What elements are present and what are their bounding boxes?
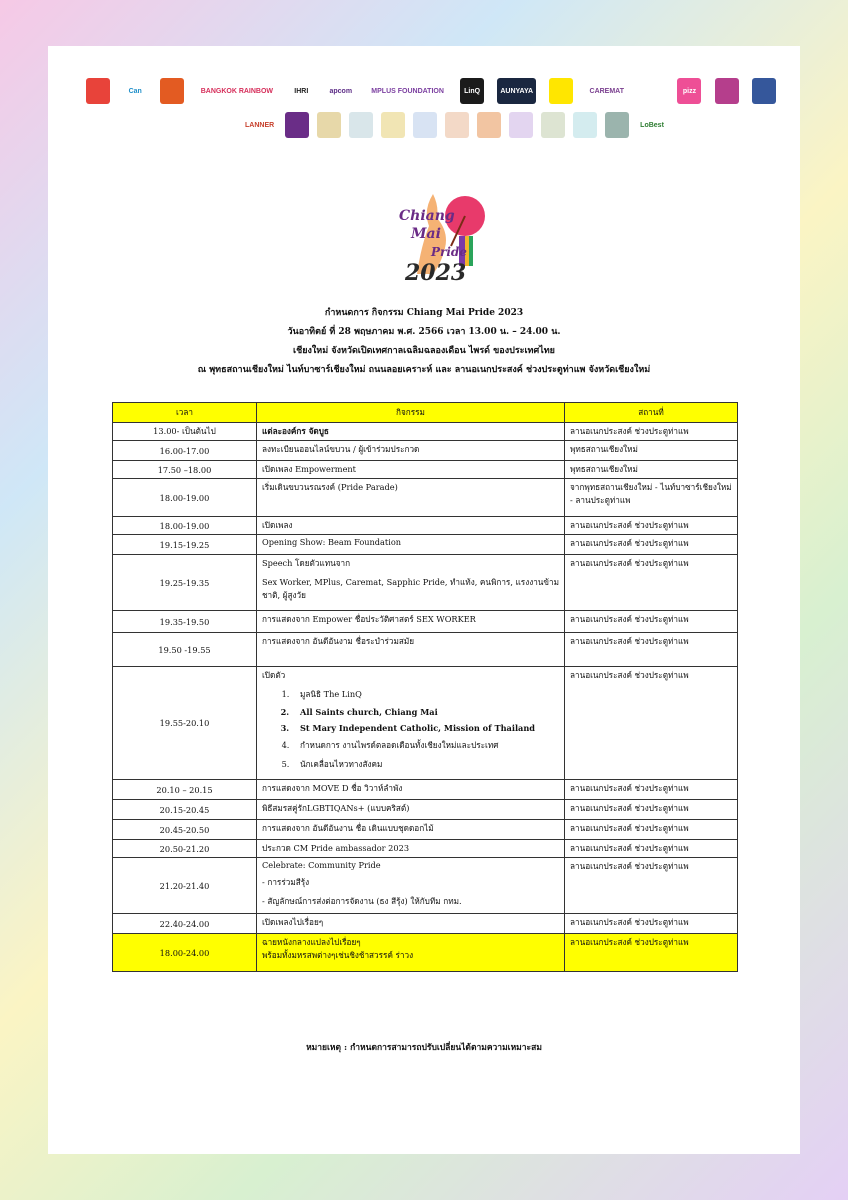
table-row xyxy=(113,858,738,914)
cell-activity: การแสดงจาก MOVE D ชื่อ วิวาห์ลำพัง xyxy=(257,780,565,800)
cell-time: 20.45-20.50 xyxy=(113,820,257,840)
table-row xyxy=(113,479,738,517)
activity-line: Speech โดยตัวแทนจาก xyxy=(262,558,351,568)
cell-time: 18.00-24.00 xyxy=(113,934,257,972)
cell-activity xyxy=(257,934,565,972)
table-row xyxy=(113,820,738,840)
cell-time: 19.50 -19.55 xyxy=(113,633,257,667)
logo-row-1 xyxy=(86,78,776,104)
header-activity: กิจกรรม xyxy=(257,403,565,423)
table-row xyxy=(113,800,738,820)
document-page xyxy=(48,46,800,1154)
logo-small-10 xyxy=(541,112,565,138)
cell-place: พุทธสถานเชียงใหม่ xyxy=(565,461,738,479)
logo-caremat: CAREMAT xyxy=(587,78,627,104)
cell-activity: เริ่มเดินขบวนรณรงค์ (Pride Parade) xyxy=(257,479,565,517)
cell-time: 18.00-19.00 xyxy=(113,517,257,535)
list-item: 5. นักเคลื่อนไหวทางสังคม xyxy=(292,758,559,771)
sponsor-logos xyxy=(86,78,776,146)
cell-activity: การแสดงจาก อันดีอันงาม ชื่อระบำร่วมสมัย xyxy=(257,633,565,667)
cell-activity: เปิดเพลง Empowerment xyxy=(257,461,565,479)
cell-place: ลานอเนกประสงค์ ช่วงประตูท่าแพ xyxy=(565,934,738,972)
schedule-heading xyxy=(48,304,800,380)
activity-line: เปิดตัว xyxy=(262,670,286,680)
header-place: สถานที่ xyxy=(565,403,738,423)
table-row-highlighted xyxy=(113,934,738,972)
logo-small-7 xyxy=(445,112,469,138)
emblem-line2: Mai xyxy=(411,226,441,242)
logo-ihri: IHRI xyxy=(289,78,313,104)
cell-time: 20.10 – 20.15 xyxy=(113,780,257,800)
cell-place: ลานอเนกประสงค์ ช่วงประตูท่าแพ xyxy=(565,517,738,535)
cell-activity: พิธีสมรสคู่รักLGBTIQANs+ (แบบคริสต์) xyxy=(257,800,565,820)
cell-activity: Opening Show: Beam Foundation xyxy=(257,535,565,555)
launch-list xyxy=(262,688,559,771)
logo-rainbow-square xyxy=(715,78,739,104)
schedule-table xyxy=(112,402,738,972)
cell-time: 20.15-20.45 xyxy=(113,800,257,820)
activity-line: Celebrate: Community Pride xyxy=(262,860,381,870)
cell-activity: แต่ละองค์กร จัดบูธ xyxy=(257,423,565,441)
activity-subline: - การร่วมสีรุ้ง xyxy=(262,877,310,887)
table-row xyxy=(113,611,738,633)
chiang-mai-pride-emblem xyxy=(393,186,493,291)
cell-time: 21.20-21.40 xyxy=(113,858,257,914)
cell-time: 22.40-24.00 xyxy=(113,914,257,934)
list-item: 1. มูลนิธิ The LinQ xyxy=(292,688,559,701)
heading-title: กำหนดการ กิจกรรม Chiang Mai Pride 2023 xyxy=(324,308,524,318)
logo-pink: pizz xyxy=(677,78,701,104)
table-row xyxy=(113,555,738,611)
logo-small-8 xyxy=(477,112,501,138)
cell-activity: เปิดเพลง xyxy=(257,517,565,535)
table-row xyxy=(113,840,738,858)
logo-small-3 xyxy=(317,112,341,138)
table-row xyxy=(113,461,738,479)
activity-line: ฉายหนังกลางแปลงไปเรื่อยๆ xyxy=(262,937,361,947)
cell-place: ลานอเนกประสงค์ ช่วงประตูท่าแพ xyxy=(565,535,738,555)
cell-place: ลานอเนกประสงค์ ช่วงประตูท่าแพ xyxy=(565,611,738,633)
table-row xyxy=(113,517,738,535)
activity-subline: Sex Worker, MPlus, Caremat, Sapphic Pride, ทำแท้ง, คนพิการ, แรงงานข้ามชาติ, ผู้สูงวัย xyxy=(262,577,559,600)
logo-row-2 xyxy=(86,112,776,138)
table-row xyxy=(113,780,738,800)
logo-aunyaya: AUNYAYA xyxy=(497,78,536,104)
cell-time: 18.00-19.00 xyxy=(113,479,257,517)
logo-small-4 xyxy=(349,112,373,138)
logo-can: Can xyxy=(123,78,147,104)
cell-place: ลานอเนกประสงค์ ช่วงประตูท่าแพ xyxy=(565,800,738,820)
logo-small-5 xyxy=(381,112,405,138)
cell-place: พุทธสถานเชียงใหม่ xyxy=(565,441,738,461)
cell-time: 19.15-19.25 xyxy=(113,535,257,555)
cell-activity xyxy=(257,858,565,914)
logo-small-11 xyxy=(573,112,597,138)
footnote: หมายเหตุ : กำหนดการสามารถปรับเปลี่ยนได้ตามความเหมาะสม xyxy=(306,1043,542,1053)
logo-lobest: LoBest xyxy=(637,112,667,138)
cell-time: 19.55-20.10 xyxy=(113,667,257,780)
cell-activity xyxy=(257,555,565,611)
cell-time: 19.35-19.50 xyxy=(113,611,257,633)
cell-activity: การแสดงจาก อันดีอันงาน ชื่อ เดินแบบชุดดอกไม้ xyxy=(257,820,565,840)
cell-activity: ประกวด CM Pride ambassador 2023 xyxy=(257,840,565,858)
logo-swan xyxy=(640,78,664,104)
heading-description: เชียงใหม่ จังหวัดเปิดเทศกาลเฉลิมฉลองเดือน ไพรด์ ของประเทศไทย xyxy=(293,346,555,356)
emblem-line3: Pride xyxy=(431,245,467,259)
logo-linq: LinQ xyxy=(460,78,484,104)
list-item: 3. St Mary Independent Catholic, Mission of Thailand xyxy=(292,723,559,733)
cell-time: 20.50-21.20 xyxy=(113,840,257,858)
table-row xyxy=(113,914,738,934)
logo-mushroom xyxy=(160,78,184,104)
cell-activity: การแสดงจาก Empower ชื่อประวัติศาสตร์ SEX WORKER xyxy=(257,611,565,633)
logo-rainbow-org xyxy=(86,78,110,104)
logo-blue-box xyxy=(752,78,776,104)
logo-small-12 xyxy=(605,112,629,138)
table-row xyxy=(113,535,738,555)
list-item: 4. กำหนดการ งานไพรด์ตลอดเดือนทั้งเชียงใหม่และประเทศ xyxy=(292,739,559,752)
emblem-line1: Chiang xyxy=(399,208,455,224)
cell-place: ลานอเนกประสงค์ ช่วงประตูท่าแพ xyxy=(565,914,738,934)
activity-subline: - สัญลักษณ์การส่งต่อการจัดงาน (ธง สีรุ้ง) ให้กับทีม กทม. xyxy=(262,896,462,906)
logo-purple-crest xyxy=(285,112,309,138)
logo-bangkok-rainbow: BANGKOK RAINBOW xyxy=(198,78,276,104)
logo-mplus: MPLUS FOUNDATION xyxy=(368,78,447,104)
table-row xyxy=(113,667,738,780)
cell-activity xyxy=(257,667,565,780)
cell-place: ลานอเนกประสงค์ ช่วงประตูท่าแพ xyxy=(565,780,738,800)
logo-amnesty xyxy=(549,78,573,104)
cell-place: ลานอเนกประสงค์ ช่วงประตูท่าแพ xyxy=(565,858,738,914)
cell-time: 13.00- เป็นต้นไป xyxy=(113,423,257,441)
logo-small-6 xyxy=(413,112,437,138)
cell-time: 19.25-19.35 xyxy=(113,555,257,611)
table-row xyxy=(113,633,738,667)
cell-place: จากพุทธสถานเชียงใหม่ - ไนท์บาซาร์เชียงใหม่ - ลานประตูท่าแพ xyxy=(565,479,738,517)
logo-small-9 xyxy=(509,112,533,138)
table-header-row xyxy=(113,403,738,423)
list-item: 2. All Saints church, Chiang Mai xyxy=(292,707,559,717)
cell-place: ลานอเนกประสงค์ ช่วงประตูท่าแพ xyxy=(565,555,738,611)
cell-place: ลานอเนกประสงค์ ช่วงประตูท่าแพ xyxy=(565,840,738,858)
activity-subline: พร้อมทั้งมหรสพต่างๆเช่นชิงช้าสวรรค์ ร่าวง xyxy=(262,950,414,960)
table-row xyxy=(113,441,738,461)
cell-time: 16.00-17.00 xyxy=(113,441,257,461)
logo-lanner: LANNER xyxy=(242,112,277,138)
cell-activity: เปิดเพลงไปเรื่อยๆ xyxy=(257,914,565,934)
cell-place: ลานอเนกประสงค์ ช่วงประตูท่าแพ xyxy=(565,667,738,780)
cell-activity: ลงทะเบียนออนไลน์ขบวน / ผู้เข้าร่วมประกวด xyxy=(257,441,565,461)
heading-venue: ณ พุทธสถานเชียงใหม่ ไนท์บาซาร์เชียงใหม่ ถนนลอยเคราะห์ และ ลานอเนกประสงค์ ช่วงประตูท่าแพ จังหวัดเชียงใหม่ xyxy=(197,365,651,375)
emblem-line4: 2023 xyxy=(405,260,467,286)
cell-place: ลานอเนกประสงค์ ช่วงประตูท่าแพ xyxy=(565,423,738,441)
table-row xyxy=(113,423,738,441)
cell-place: ลานอเนกประสงค์ ช่วงประตูท่าแพ xyxy=(565,820,738,840)
header-time: เวลา xyxy=(113,403,257,423)
logo-apcom: apcom xyxy=(327,78,356,104)
cell-place: ลานอเนกประสงค์ ช่วงประตูท่าแพ xyxy=(565,633,738,667)
heading-date: วันอาทิตย์ ที่ 28 พฤษภาคม พ.ศ. 2566 เวลา 13.00 น. – 24.00 น. xyxy=(287,327,561,337)
cell-time: 17.50 –18.00 xyxy=(113,461,257,479)
